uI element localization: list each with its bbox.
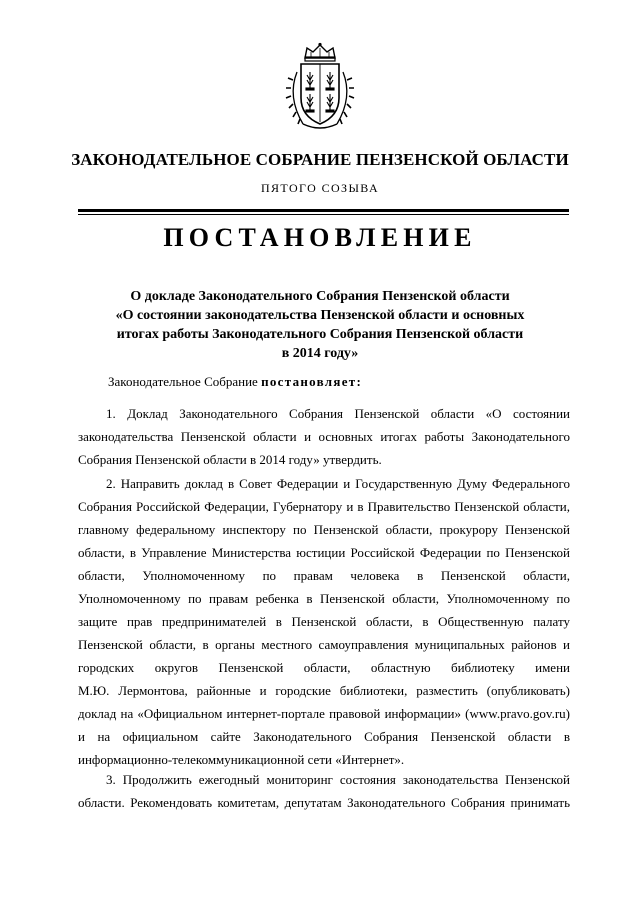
preamble-emphasis: постановляет: <box>261 374 363 389</box>
header-divider-thin <box>78 214 569 215</box>
paragraph-line: Собрания Пензенской области в 2014 году» утвердить. <box>78 452 382 467</box>
paragraph-line: 2. Направить доклад в Совет Федерации и Государственную Думу Федерального <box>106 476 570 491</box>
preamble <box>108 374 362 390</box>
header-divider-thick <box>78 209 569 212</box>
organization-title: ЗАКОНОДАТЕЛЬНОЕ СОБРАНИЕ ПЕНЗЕНСКОЙ ОБЛАСТИ <box>71 150 569 169</box>
paragraph-3 <box>78 768 570 814</box>
paragraph-1 <box>78 402 570 471</box>
paragraph-line: и на официальном сайте Законодательного Собрания Пензенской области в <box>78 729 570 744</box>
paragraph-line: Пензенской области, в органы местного самоуправления муниципальных районов и <box>78 637 570 652</box>
document-type-heading: ПОСТАНОВЛЕНИЕ <box>163 223 477 252</box>
paragraph-line: Собрания Российской Федерации, Губернатору и в Правительство Пензенской области, <box>78 499 570 514</box>
paragraph-line: городских округов Пензенской области, областную библиотеку имени <box>78 660 570 675</box>
subject-line: итогах работы Законодательного Собрания Пензенской области <box>116 327 524 342</box>
subject-line: в 2014 году» <box>281 346 359 361</box>
paragraph-line: главному федеральному инспектору по Пензенской области, прокурору Пензенской <box>78 522 570 537</box>
subject-line: О докладе Законодательного Собрания Пензенской области <box>130 289 510 304</box>
paragraph-2 <box>78 472 570 771</box>
paragraph-line: Уполномоченному по правам ребенка в Пензенской области, Уполномоченному по <box>78 591 570 606</box>
convocation-subtitle: ПЯТОГО СОЗЫВА <box>260 181 380 195</box>
subject-line: «О состоянии законодательства Пензенской области и основных <box>115 308 525 323</box>
paragraph-line: законодательства Пензенской области и основных итогах работы Законодательного <box>78 429 570 444</box>
coat-of-arms-icon <box>283 42 357 132</box>
paragraph-line: информационно-телекоммуникационной сети «Интернет». <box>78 752 405 767</box>
paragraph-line: защите прав предпринимателей в Пензенской области, в Общественную палату <box>78 614 570 629</box>
preamble-text: Законодательное Собрание <box>108 374 262 389</box>
paragraph-line: 1. Доклад Законодательного Собрания Пензенской области «О состоянии <box>106 406 570 421</box>
document-subject <box>80 287 560 363</box>
paragraph-line: области. Рекомендовать комитетам, депутатам Законодательного Собрания принимать <box>78 795 570 810</box>
paragraph-line: М.Ю. Лермонтова, районные и городские библиотеки, разместить (опубликовать) <box>78 683 570 698</box>
paragraph-line: доклад на «Официальном интернет-портале правовой информации» (www.pravo.gov.ru) <box>78 706 570 721</box>
paragraph-line: области, Уполномоченному по правам человека в Пензенской области, <box>78 568 570 583</box>
paragraph-line: 3. Продолжить ежегодный мониторинг состояния законодательства Пензенской <box>106 772 570 787</box>
paragraph-line: области, в Управление Министерства юстиции Российской Федерации по Пензенской <box>78 545 570 560</box>
